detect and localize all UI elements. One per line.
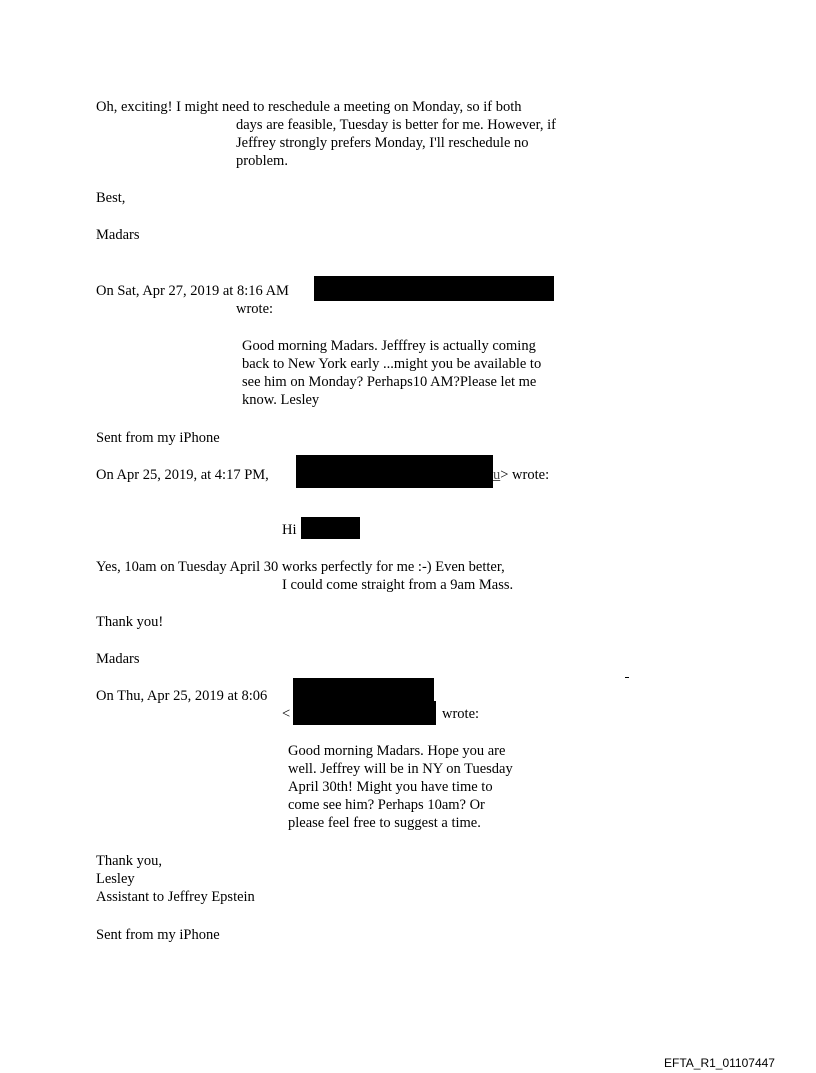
quoted-text: back to New York early ...might you be available to bbox=[242, 356, 542, 372]
redaction-block bbox=[301, 517, 360, 539]
wrote-text: > wrote: bbox=[500, 467, 550, 483]
body-text: Jeffrey strongly prefers Monday, I'll reschedule no bbox=[236, 135, 529, 151]
sent-from: Sent from my iPhone bbox=[96, 430, 220, 446]
signature-name: Madars bbox=[96, 227, 140, 243]
closing: Best, bbox=[96, 190, 126, 206]
body-text: I could come straight from a 9am Mass. bbox=[282, 577, 514, 593]
reply-header-wrote: wrote: bbox=[236, 301, 274, 317]
reply-header-wrote bbox=[493, 466, 549, 484]
reply-header-lt: < bbox=[282, 706, 291, 722]
quoted-text: come see him? Perhaps 10am? Or bbox=[288, 797, 485, 813]
redaction-block bbox=[293, 678, 434, 702]
document-id: EFTA_R1_01107447 bbox=[664, 1056, 775, 1070]
reply-header: On Apr 25, 2019, at 4:17 PM, bbox=[96, 467, 269, 483]
stray-mark bbox=[625, 677, 629, 678]
signature-name: Madars bbox=[96, 651, 140, 667]
redaction-block bbox=[293, 701, 436, 725]
body-text: Oh, exciting! I might need to reschedule a meeting on Monday, so if both bbox=[96, 99, 522, 115]
quoted-text: Good morning Madars. Hope you are bbox=[288, 743, 506, 759]
quoted-text: April 30th! Might you have time to bbox=[288, 779, 493, 795]
quoted-text: know. Lesley bbox=[242, 392, 320, 408]
signoff-line: Lesley bbox=[96, 871, 135, 887]
body-text: Yes, 10am on Tuesday April 30 works perfectly for me :-) Even better, bbox=[96, 559, 505, 575]
redaction-block bbox=[296, 455, 493, 488]
signoff-line: Thank you, bbox=[96, 853, 163, 869]
sent-from: Sent from my iPhone bbox=[96, 927, 220, 943]
quoted-text: well. Jeffrey will be in NY on Tuesday bbox=[288, 761, 513, 777]
reply-header-wrote: wrote: bbox=[442, 706, 480, 722]
quoted-text: Good morning Madars. Jefffrey is actually coming bbox=[242, 338, 536, 354]
email-fragment: u bbox=[493, 467, 501, 483]
closing: Thank you! bbox=[96, 614, 164, 630]
body-text: days are feasible, Tuesday is better for me. However, if bbox=[236, 117, 556, 133]
body-text: problem. bbox=[236, 153, 288, 169]
quoted-text: see him on Monday? Perhaps10 AM?Please let me bbox=[242, 374, 537, 390]
reply-header: On Sat, Apr 27, 2019 at 8:16 AM bbox=[96, 283, 289, 299]
signoff-line: Assistant to Jeffrey Epstein bbox=[96, 889, 255, 905]
redaction-block bbox=[314, 276, 554, 301]
quoted-text: please feel free to suggest a time. bbox=[288, 815, 481, 831]
greeting: Hi bbox=[282, 522, 297, 538]
reply-header: On Thu, Apr 25, 2019 at 8:06 bbox=[96, 688, 268, 704]
